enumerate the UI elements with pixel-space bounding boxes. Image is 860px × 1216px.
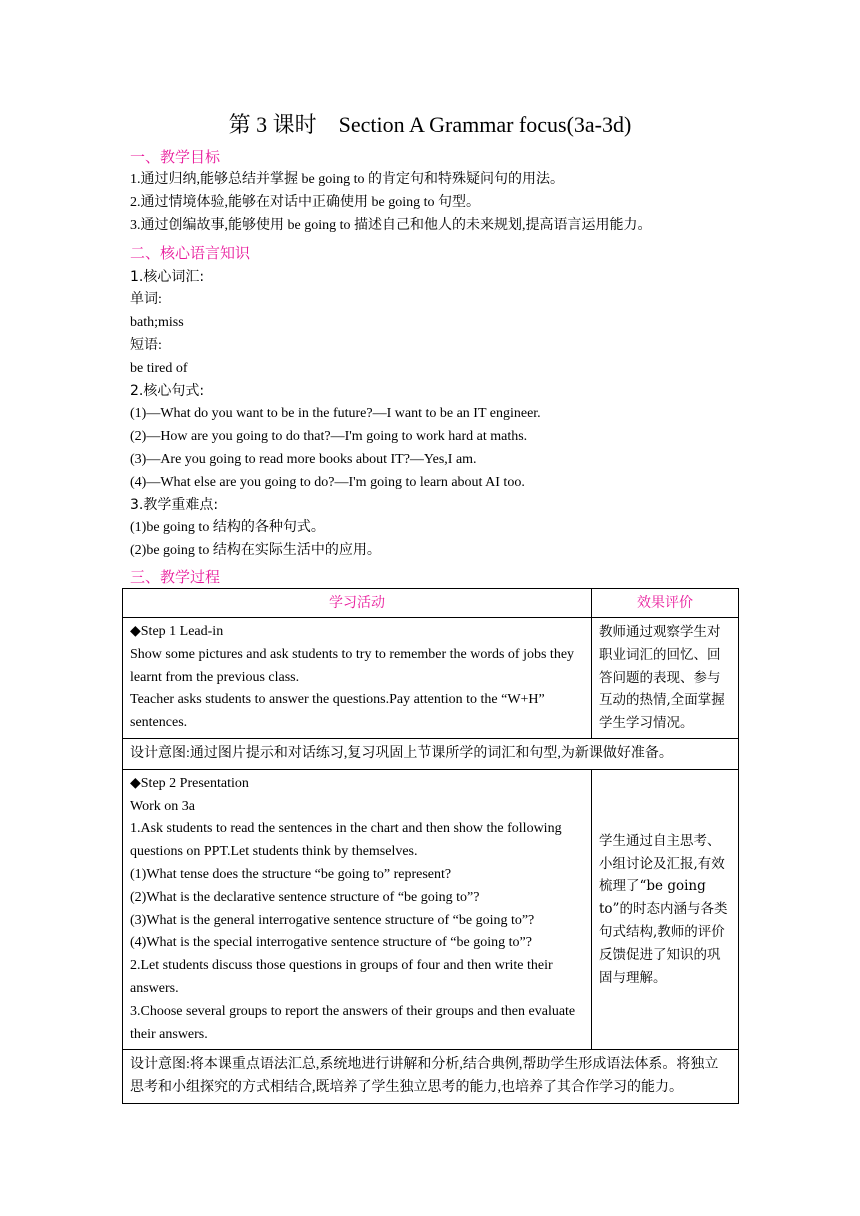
step2-line: (1)What tense does the structure “be going to” represent? [130, 866, 452, 882]
key-points-heading: 3.教学重难点: [130, 497, 219, 513]
section-heading-process: 三、教学过程 [130, 568, 221, 586]
design-text: :将本课重点语法汇总,系统地进行讲解和分析,结合典例,帮助学生形成语法体系。将独立思考和小组探究的方式相结合,既培养了学生独立思考的能力,也培养了其合作学习的能力。 [130, 1057, 719, 1096]
table-row-step2 [123, 769, 739, 1050]
step1-evaluation-cell: 教师通过观察学生对职业词汇的回忆、回答问题的表现、参与互动的热情,全面掌握学生学习情况。 [592, 618, 739, 739]
section-heading-language: 二、核心语言知识 [130, 244, 251, 262]
sentence-line: (4)—What else are you going to do?—I'm going to learn about AI too. [130, 475, 525, 490]
step2-line: 3.Choose several groups to report the answers of their groups and then evaluate their answers. [130, 1003, 576, 1042]
step1-line: Show some pictures and ask students to try to remember the words of jobs they learnt from the previous class. [130, 646, 575, 685]
step2-evaluation-cell: 学生通过自主思考、小组讨论及汇报,有效梳理了“be going to”的时态内涵与各类句式结构,教师的评价反馈促进了知识的巩固与理解。 [592, 769, 739, 1050]
design-label: 设计意图 [130, 1056, 186, 1073]
key-point-line: (2)be going to 结构在实际生活中的应用。 [130, 543, 381, 558]
table-row-step1 [123, 618, 739, 739]
step1-line: Teacher asks students to answer the questions.Pay attention to the “W+H” sentences. [130, 692, 545, 731]
table-row-step1-design [123, 738, 739, 769]
step2-line: 1.Ask students to read the sentences in the chart and then show the following questions on PPT.Let students think by themselves. [130, 821, 562, 860]
objective-line: 2.通过情境体验,能够在对话中正确使用 be going to 句型。 [130, 195, 480, 210]
step2-line: Work on 3a [130, 798, 195, 814]
step2-title: ◆Step 2 Presentation [130, 775, 249, 791]
sentence-line: (2)—How are you going to do that?—I'm going to work hard at maths. [130, 429, 528, 444]
word-label: 单词: [130, 292, 162, 307]
header-evaluation: 效果评价 [592, 589, 739, 618]
sentence-line: (1)—What do you want to be in the future?—I want to be an IT engineer. [130, 406, 541, 421]
step2-line: 2.Let students discuss those questions in groups of four and then write their answers. [130, 958, 553, 996]
phrase-label: 短语: [130, 338, 162, 353]
sentence-line: (3)—Are you going to read more books about IT?—Yes,I am. [130, 452, 477, 467]
step1-design-cell [123, 738, 739, 769]
phrases-list: be tired of [130, 361, 188, 376]
header-activity: 学习活动 [123, 589, 592, 618]
sentences-heading: 2.核心句式: [130, 383, 205, 399]
objective-line: 1.通过归纳,能够总结并掌握 be going to 的肯定句和特殊疑问句的用法。 [130, 172, 564, 187]
design-text: :通过图片提示和对话练习,复习巩固上节课所学的词汇和句型,为新课做好准备。 [186, 745, 673, 761]
table-header-row [123, 589, 739, 618]
table-row-step2-design [123, 1050, 739, 1104]
design-label: 设计意图 [130, 744, 186, 761]
vocab-heading: 1.核心词汇: [130, 269, 205, 285]
teaching-process-table [122, 588, 739, 1104]
step2-line: (3)What is the general interrogative sentence structure of “be going to”? [130, 912, 535, 928]
step2-line: (4)What is the special interrogative sentence structure of “be going to”? [130, 935, 532, 951]
step1-activity-cell [123, 618, 592, 739]
key-point-line: (1)be going to 结构的各种句式。 [130, 520, 325, 535]
step1-title: ◆Step 1 Lead-in [130, 624, 224, 639]
step2-line: (2)What is the declarative sentence structure of “be going to”? [130, 889, 480, 905]
page-title: 第 3 课时 Section A Grammar focus(3a-3d) [228, 112, 632, 137]
step2-design-cell [123, 1050, 739, 1104]
section-heading-objectives: 一、教学目标 [130, 148, 221, 166]
words-list: bath;miss [130, 315, 184, 330]
objective-line: 3.通过创编故事,能够使用 be going to 描述自己和他人的未来规划,提高语言运用能力。 [130, 218, 652, 233]
step2-activity-cell [123, 769, 592, 1050]
